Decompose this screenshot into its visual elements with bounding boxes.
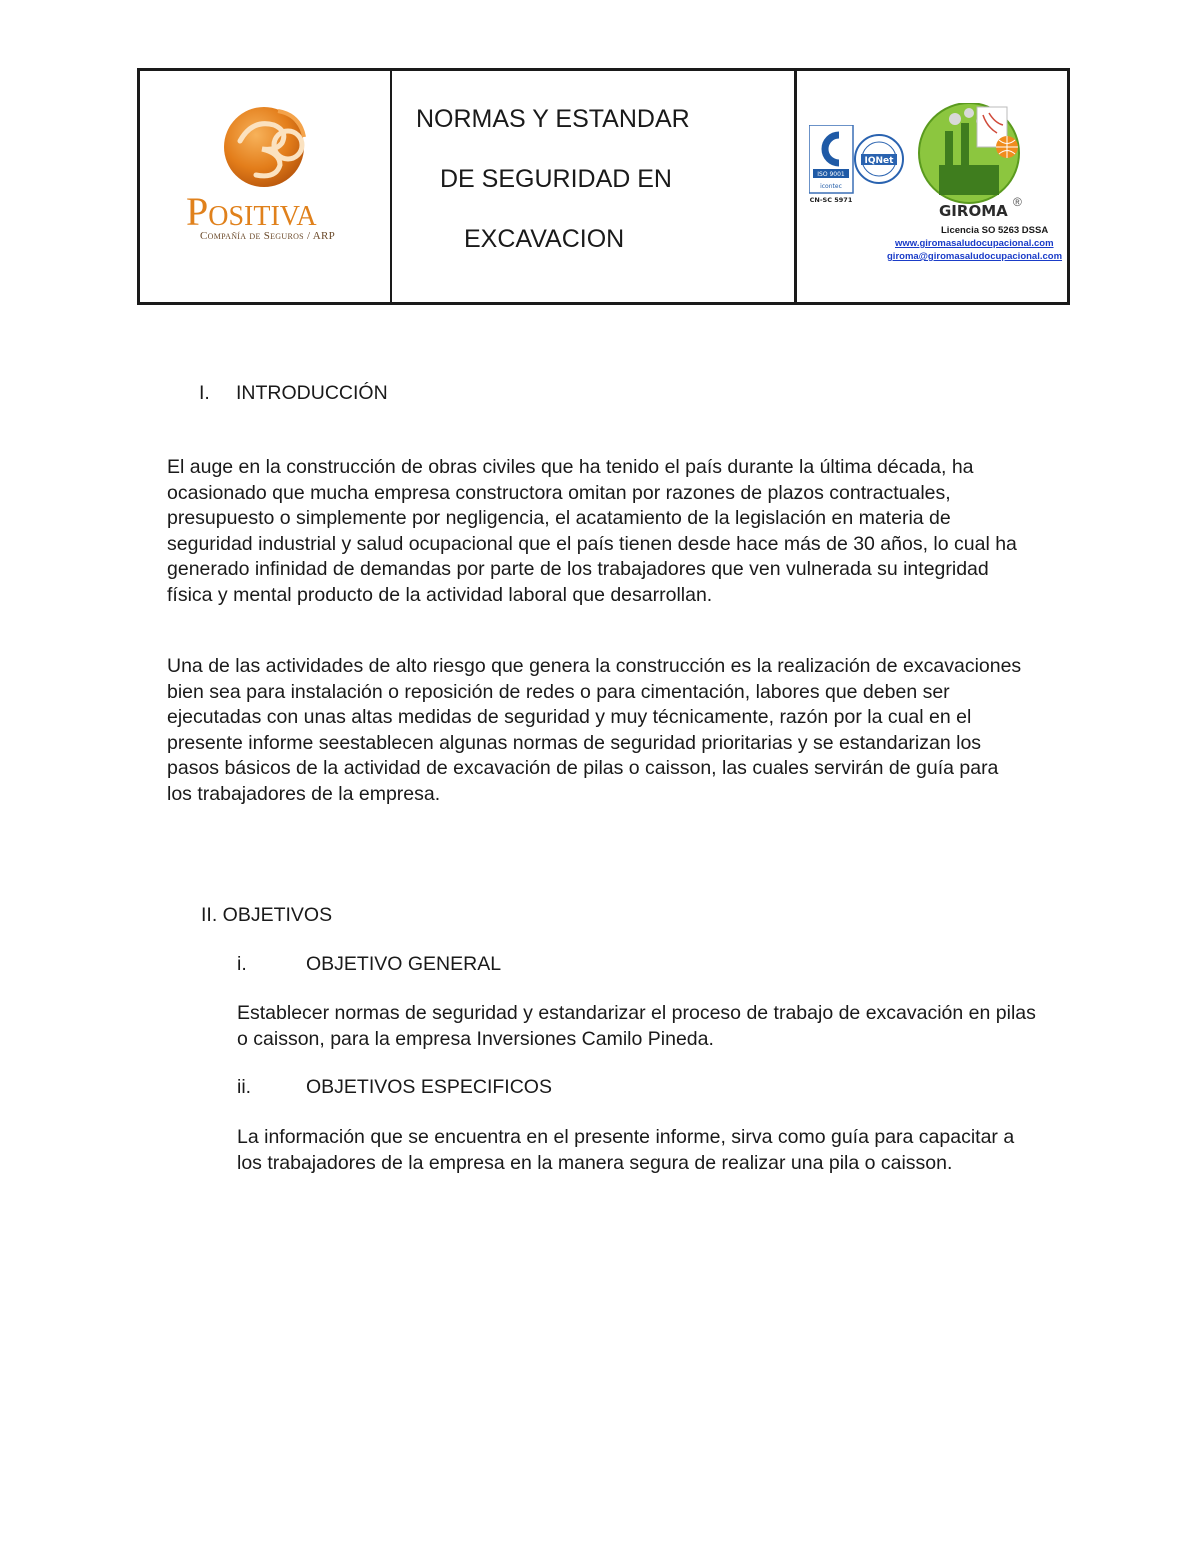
objective-specific-numeral: ii. xyxy=(237,1076,252,1098)
title-line-2: DE SEGURIDAD EN xyxy=(440,165,672,193)
email-link[interactable]: giroma@giromasaludocupacional.com xyxy=(887,251,1063,262)
objective-specific-text: La información que se encuentra en el presente informe, sirva como guía para capacitar a los trabajadores de la empresa en la manera segura de realizar una pila o caisson. xyxy=(237,1126,1015,1174)
iqnet-label: IQNet xyxy=(864,156,894,166)
intro-heading: INTRODUCCIÓN xyxy=(236,382,388,404)
objective-general-heading: OBJETIVO GENERAL xyxy=(306,953,502,975)
intro-paragraph-1 xyxy=(167,455,1027,608)
positiva-emblem-icon xyxy=(222,101,312,191)
positiva-brand: Positiva xyxy=(186,189,317,234)
objective-general-text: Establecer normas de seguridad y estandarizar el proceso de trabajo de excavación en pilas o caisson, para la empresa Inversiones Camilo Pineda. xyxy=(237,1002,1036,1050)
giroma-name: GIROMA xyxy=(939,202,1008,220)
intro-numeral: I. xyxy=(199,382,210,404)
cert-code: CN-SC 5971 xyxy=(809,196,853,204)
objective-specific-heading: OBJETIVOS ESPECIFICOS xyxy=(306,1076,552,1098)
license-text: Licencia SO 5263 DSSA xyxy=(941,225,1049,236)
giroma-logo-cell xyxy=(797,71,1067,302)
title-line-3: EXCAVACION xyxy=(464,225,625,253)
icontec-label: icontec xyxy=(820,183,842,190)
iqnet-seal-icon xyxy=(853,133,905,185)
document-title-cell xyxy=(392,71,797,302)
icontec-iso-icon xyxy=(809,125,855,205)
iso-label: ISO 9001 xyxy=(817,171,845,178)
intro-paragraph-2 xyxy=(167,654,1027,807)
header-table xyxy=(137,68,1070,305)
positiva-logo-cell xyxy=(140,71,392,302)
intro-paragraph-1-text: El auge en la construcción de obras civiles que ha tenido el país durante la última década, ha ocasionado que mucha empresa constructora omitan por razones de plazos contractuales, presupuesto o simplemente por negligencia, el acatamiento de la legislación en materia de seguridad industrial y salud ocupacional que el país tienen desde hace más de 30 años, lo cual ha generado infinidad de demandas por parte de los trabajadores que ven vulnerada su integridad física y mental producto de la actividad laboral que desarrollan. xyxy=(167,456,1017,606)
title-line-1: NORMAS Y ESTANDAR xyxy=(416,105,690,133)
website-link[interactable]: www.giromasaludocupacional.com xyxy=(895,238,1054,249)
intro-paragraph-2-text: Una de las actividades de alto riesgo que genera la construcción es la realización de excavaciones bien sea para instalación o reposición de redes o para cimentación, labores que deben ser ejecutadas con unas altas medidas de seguridad y muy técnicamente, razón por la cual en el presente informe seestablecen algunas normas de seguridad prioritarias y se estandarizan los pasos básicos de la actividad de excavación de pilas o caisson, las cuales servirán de guía para los trabajadores de la empresa. xyxy=(167,655,1022,805)
giroma-emblem-icon xyxy=(917,103,1029,207)
registered-mark: ® xyxy=(1013,195,1022,209)
positiva-subtitle: Compañía de Seguros / ARP xyxy=(200,230,336,242)
objective-general-numeral: i. xyxy=(237,953,247,975)
objectives-heading: II. OBJETIVOS xyxy=(201,904,333,926)
